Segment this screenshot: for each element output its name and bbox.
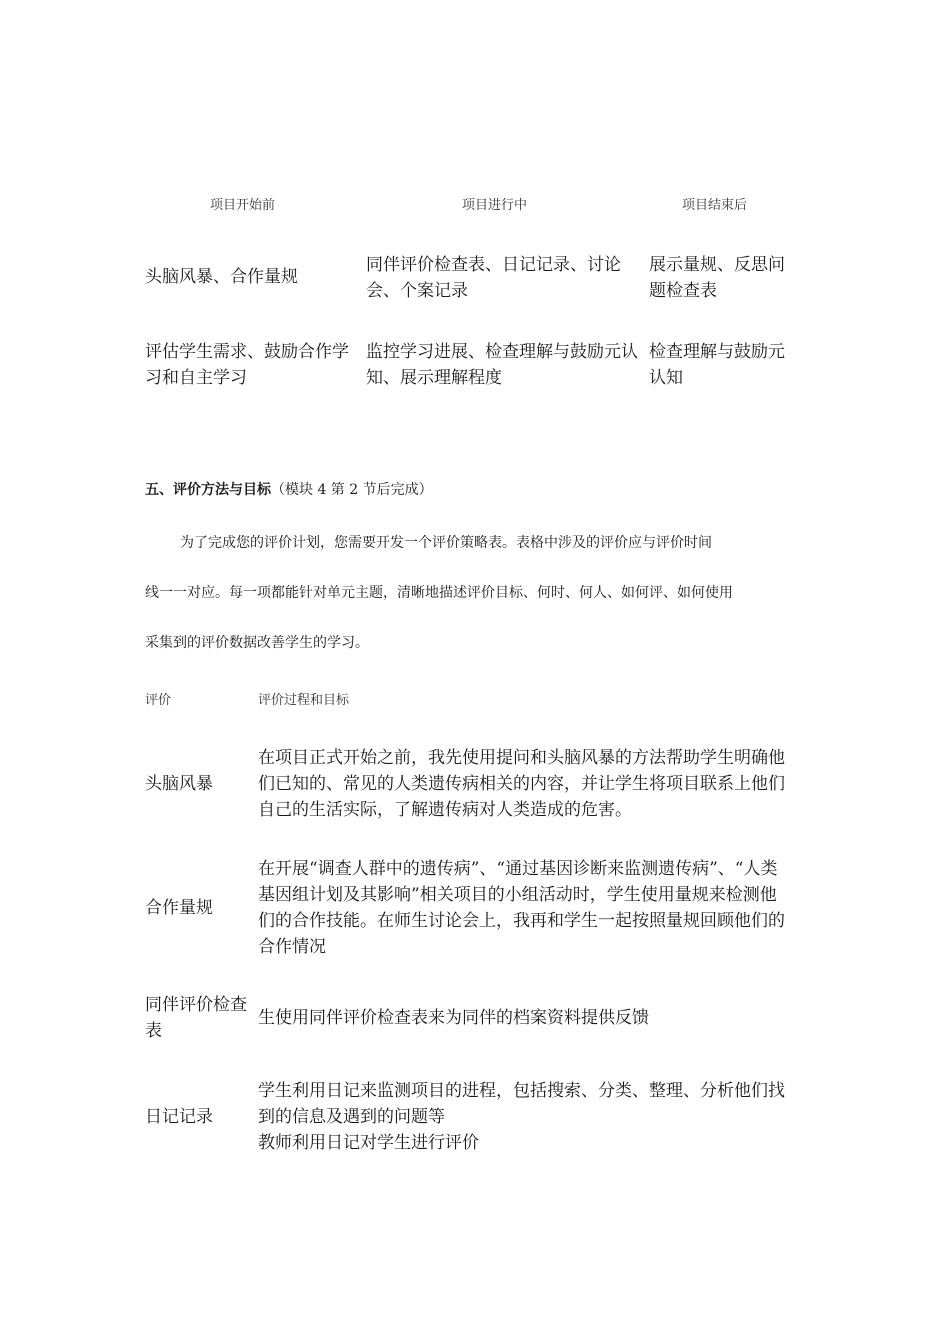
strategy-name: 同伴评价检查表: [145, 995, 247, 1041]
paragraph-line: 线一一对应。每一项都能针对单元主题，清晰地描述评价目标、何时、何人、如何评、如何使用: [145, 585, 733, 601]
strategy-desc: 在项目正式开始之前，我先使用提问和头脑风暴的方法帮助学生明确他们已知的、常见的人类遗传病相关的内容，并让学生将项目联系上他们自己的生活实际，了解遗传病对人类造成的危害。: [258, 748, 785, 820]
strategy-desc: [258, 1078, 793, 1156]
timeline-cell: 监控学习进展、检查理解与鼓励元认知、展示理解程度: [366, 342, 638, 388]
strategy-name: 合作量规: [145, 898, 213, 918]
strategy-desc-line: 教师利用日记对学生进行评价: [258, 1133, 479, 1153]
section-title-bold: 五、评价方法与目标: [145, 482, 271, 498]
section-title: [145, 479, 433, 499]
paragraph-line: 为了完成您的评价计划，您需要开发一个评价策略表。表格中涉及的评价应与评价时间: [180, 535, 712, 551]
strategy-header-name: 评价: [145, 693, 172, 708]
strategy-header-desc: 评价过程和目标: [258, 693, 350, 708]
timeline-cell: 展示量规、反思问题检查表: [649, 255, 785, 301]
timeline-cell: 评估学生需求、鼓励合作学习和自主学习: [145, 342, 349, 388]
strategy-name: 日记记录: [145, 1107, 213, 1127]
strategy-desc: 在开展“调查人群中的遗传病”、“通过基因诊断来监测遗传病”、“人类基因组计划及其影响”相关项目的小组活动时，学生使用量规来检测他们的合作技能。在师生讨论会上，我再和学生一起按照量规回顾他们的合作情况: [258, 859, 785, 957]
paragraph-line: 采集到的评价数据改善学生的学习。: [145, 635, 369, 651]
strategy-desc-line: 学生利用日记来监测项目的进程，包括搜索、分类、整理、分析他们找到的信息及遇到的问题等: [258, 1081, 785, 1127]
timeline-cell: 同伴评价检查表、日记记录、讨论会、个案记录: [366, 255, 621, 301]
section-title-note: （模块 4 第 2 节后完成）: [271, 482, 433, 498]
strategy-name: 头脑风暴: [145, 774, 213, 794]
strategy-desc: 生使用同伴评价检查表来为同伴的档案资料提供反馈: [258, 1008, 649, 1028]
timeline-cell: 头脑风暴、合作量规: [145, 267, 298, 287]
timeline-cell: 检查理解与鼓励元认知: [649, 342, 785, 388]
timeline-header-after: 项目结束后: [682, 198, 748, 213]
timeline-header-before: 项目开始前: [210, 198, 276, 213]
timeline-header-during: 项目进行中: [462, 198, 528, 213]
